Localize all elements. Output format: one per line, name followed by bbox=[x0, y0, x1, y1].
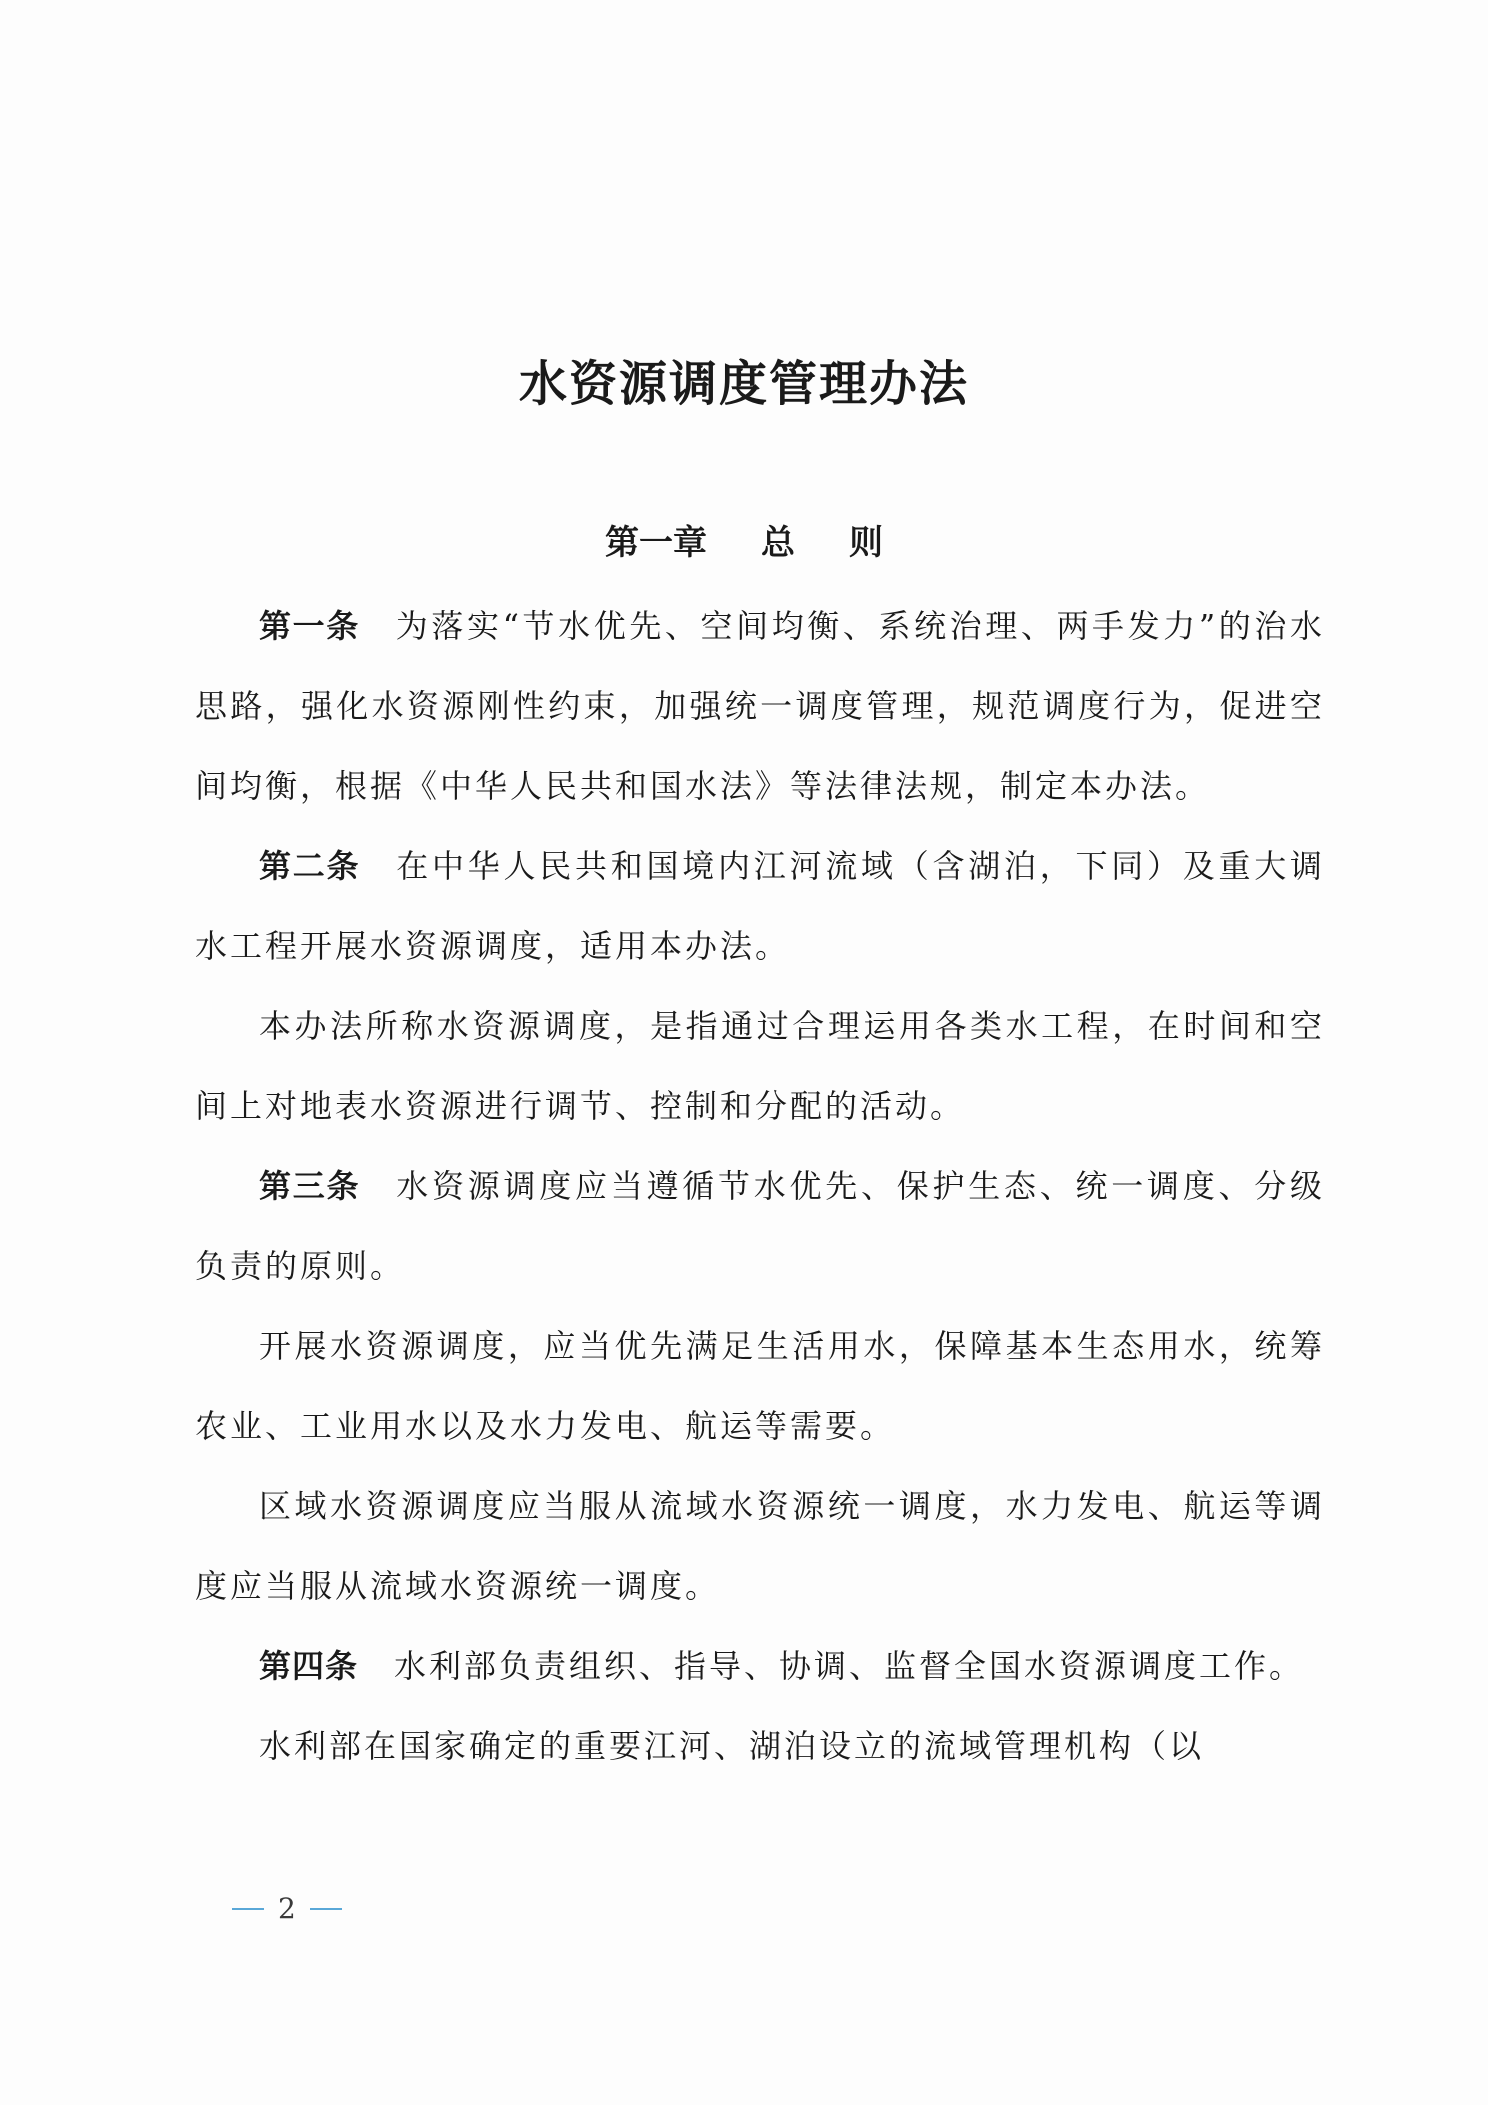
paragraph-article-3-sub-2 bbox=[195, 1466, 1325, 1626]
page-number-footer bbox=[232, 1892, 342, 1925]
paragraph-text: 本办法所称水资源调度，是指通过合理运用各类水工程，在时间和空间上对地表水资源进行调节、控制和分配的活动。 bbox=[195, 1007, 1325, 1125]
page-number: 2 bbox=[278, 1892, 296, 1925]
paragraph-text: 水资源调度应当遵循节水优先、保护生态、统一调度、分级负责的原则。 bbox=[195, 1167, 1325, 1285]
page-number-right-dash bbox=[310, 1908, 342, 1910]
document-body bbox=[195, 586, 1325, 1786]
paragraph-article-2-sub bbox=[195, 986, 1325, 1146]
page-number-left-dash bbox=[232, 1908, 264, 1910]
paragraph-text: 水利部在国家确定的重要江河、湖泊设立的流域管理机构（以 bbox=[259, 1727, 1205, 1765]
paragraph-article-2 bbox=[195, 826, 1325, 986]
paragraph-text: 区域水资源调度应当服从流域水资源统一调度，水力发电、航运等调度应当服从流域水资源统一调度。 bbox=[195, 1487, 1325, 1605]
paragraph-article-4-sub bbox=[195, 1706, 1325, 1786]
paragraph-text: 为落实“节水优先、空间均衡、系统治理、两手发力”的治水思路，强化水资源刚性约束，加强统一调度管理，规范调度行为，促进空间均衡，根据《中华人民共和国水法》等法律法规，制定本办法。 bbox=[195, 607, 1325, 805]
article-label: 第三条 bbox=[259, 1167, 361, 1205]
chapter-title-char-2: 则 bbox=[849, 523, 883, 563]
article-label: 第一条 bbox=[259, 607, 360, 645]
chapter-title-char-1: 总 bbox=[761, 523, 795, 563]
paragraph-article-3 bbox=[195, 1146, 1325, 1306]
article-label: 第二条 bbox=[259, 847, 361, 885]
chapter-heading bbox=[0, 515, 1488, 564]
chapter-number: 第一章 bbox=[605, 523, 707, 563]
paragraph-article-4 bbox=[195, 1626, 1325, 1706]
article-label: 第四条 bbox=[259, 1647, 359, 1685]
paragraph-article-1 bbox=[195, 586, 1325, 826]
document-title: 水资源调度管理办法 bbox=[518, 356, 969, 412]
paragraph-article-3-sub-1 bbox=[195, 1306, 1325, 1466]
paragraph-text: 水利部负责组织、指导、协调、监督全国水资源调度工作。 bbox=[394, 1647, 1305, 1685]
paragraph-text: 在中华人民共和国境内江河流域（含湖泊，下同）及重大调水工程开展水资源调度，适用本办法。 bbox=[195, 847, 1325, 965]
paragraph-text: 开展水资源调度，应当优先满足生活用水，保障基本生态用水，统筹农业、工业用水以及水力发电、航运等需要。 bbox=[195, 1327, 1325, 1445]
